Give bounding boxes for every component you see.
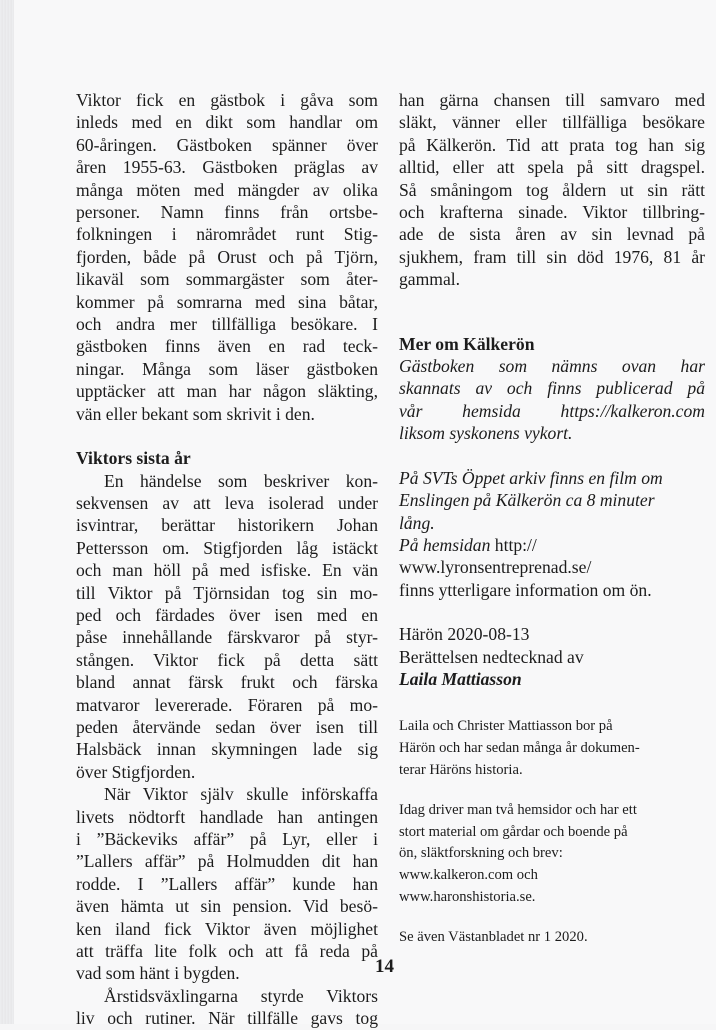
text-line: många möten med mängder av olika [76,179,378,200]
text-line: påse innehållande färskvaror på styr- [76,627,378,648]
text-line: personer. Namn finns från ortsbe- [76,202,378,223]
text-line: stången. Viktor fick på detta sätt [76,649,378,670]
text-line: över Stigfjorden. [76,761,196,782]
text-line: och krafterna sinade. Viktor tillbring- [399,202,705,223]
text-line: bland annat färsk frukt och färska [76,672,378,693]
text-line: till Viktor på Tjörnsidan tog sin mo- [76,582,378,603]
text-line: folkningen i närområdet runt Stig- [76,224,378,245]
text-line: Viktor fick en gästbok i gåva som [76,90,378,110]
text-line: kommer på somrarna med sina båtar, [76,291,378,312]
text-line: ped och färdades över isen med en [76,604,378,625]
paragraph-ice-event [76,470,378,784]
signature-line: Berättelsen nedtecknad av [399,646,584,667]
text-line: www.kalkeron.com och [399,867,538,884]
text-line: gästboken finns även en rad teck- [76,336,378,357]
website-suffix: finns ytterligare information om ön. [399,579,652,600]
text-line: Gästboken som nämns ovan har [399,356,705,377]
text-line: åren 1955-63. Gästboken präglas av [76,157,378,178]
text-line: peden återvände sedan över isen till [76,716,378,737]
section-heading-more-about-kalkeron: Mer om Kälkerön [399,333,535,354]
text-line: Pettersson om. Stigfjorden låg istäckt [76,537,378,558]
text-line: fjorden, både på Orust och på Tjörn, [76,246,378,267]
text-line: även hämta ut sin pension. Vid besö- [76,896,378,917]
paragraph-guestbook-scanned [399,355,705,445]
text-line: inleds med en dikt som handlar om [76,112,378,133]
section-heading-viktors-last-years: Viktors sista år [76,448,191,469]
text-line: i ”Bäckeviks affär” på Lyr, eller i [76,829,378,849]
paragraph-later-life [399,89,705,291]
page-number: 14 [375,956,394,977]
see-also-note: Se även Västanbladet nr 1 2020. [399,928,588,945]
text-line: Enslingen på Kälkerön ca 8 minuter [399,490,655,511]
document-page [14,0,716,1029]
paragraph-website [399,534,705,601]
text-line: på Kälkerön. Tid att prata tog han sig [399,134,705,155]
text-line: alltid, eller att spela på sitt dragspel. [399,157,705,178]
text-line: lång. [399,512,435,533]
text-line: ön, släktforskning och brev: [399,845,563,862]
signature-author: Laila Mattiasson [399,668,522,689]
text-line: liksom syskonens vykort. [399,423,573,444]
text-line: Så småningom tog åldern ut sin rätt [399,179,705,200]
text-line: upptäcker att man har någon släkting, [76,381,378,402]
text-line: skannats av och finns publicerad på [399,378,705,399]
text-line: När Viktor själv skulle införskaffa [104,784,378,805]
website-label: På hemsidan [399,534,491,555]
text-line: 60-åringen. Gästboken spänner över [76,134,378,155]
website-prefix: http:// [490,534,537,555]
text-line: han gärna chansen till samvaro med [399,90,705,110]
text-line: likaväl som sommargäster som åter- [76,269,378,290]
right-column [399,89,705,949]
text-line: rodde. I ”Lallers affär” kunde han [76,873,378,894]
text-line: ken iland fick Viktor även möjlighet [76,918,378,939]
text-line: Laila och Christer Mattiasson bor på [399,718,613,735]
paragraph-websites [399,800,705,909]
left-column [76,89,378,1030]
paragraph-svt-film [399,467,705,534]
signature-place-date: Härön 2020-08-13 [399,624,530,645]
page-stack-edge [0,0,14,1024]
text-line: På SVTs Öppet arkiv finns en film om [399,467,663,488]
text-line: Årstidsväxlingarna styrde Viktors [104,985,378,1006]
paragraph-seasons [76,985,378,1030]
text-line: ningar. Många som läser gästboken [76,358,378,379]
text-line: sekvensen av att leva isolerad under [76,492,378,513]
text-line: ”Lallers affär” på Holmudden dit han [76,851,378,872]
paragraph-guestbook [76,89,378,425]
text-line: www.haronshistoria.se. [399,888,536,905]
website-link[interactable]: www.lyronsentreprenad.se/ [399,557,592,578]
text-line: vän eller bekant som skrivit i den. [76,403,315,424]
text-line: och man höll på med isfiske. En vän [76,560,378,581]
text-line: Idag driver man två hemsidor och har ett [399,801,637,818]
text-line: gammal. [399,269,461,290]
text-line: terar Häröns historia. [399,761,523,778]
text-line: stort material om gårdar och boende på [399,823,628,840]
text-line: Härön och har sedan många år dokumen- [399,740,640,757]
paragraph-about-authors [399,716,705,781]
text-line: vad som hänt i bygden. [76,963,240,984]
text-line: att träffa lite folk och att få reda på [76,941,378,962]
text-line: En händelse som beskriver kon- [104,470,378,491]
text-line: Halsbäck innan skymningen lade sig [76,739,378,760]
text-line: isvintrar, berättar historikern Johan [76,515,378,536]
text-line: och andra mer tillfälliga besökare. I [76,314,378,335]
text-line: ade de sista åren av sin levnad på [399,224,705,245]
signature-block [399,623,705,690]
text-line: vår hemsida https://kalkeron.com [399,400,705,421]
text-line: sjukhem, fram till sin död 1976, 81 år [399,246,705,267]
text-line: matvaror levererade. Föraren på mo- [76,694,378,715]
text-line: liv och rutiner. När tillfälle gavs tog [76,1008,378,1029]
text-line: livets nödtorft handlade han antingen [76,806,378,827]
paragraph-shopping [76,783,378,985]
text-line: släkt, vänner eller tillfälliga besökare [399,112,705,133]
